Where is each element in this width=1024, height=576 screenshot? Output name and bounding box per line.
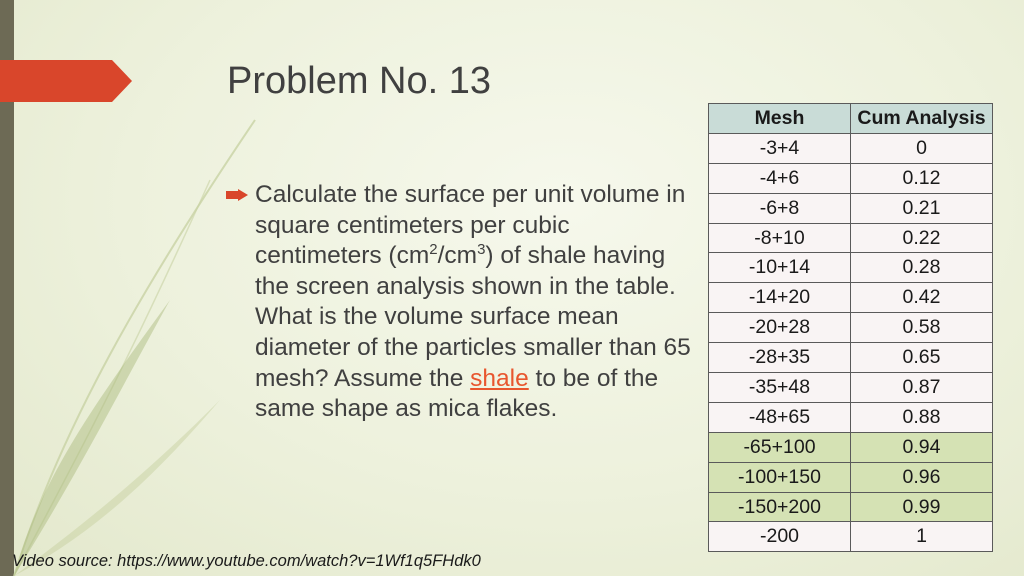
video-source-caption: Video source: https://www.youtube.com/watch?v=1Wf1q5FHdk0	[12, 552, 481, 570]
cum-cell: 0.88	[851, 402, 993, 432]
table-row-highlighted	[709, 492, 993, 522]
table-row	[709, 163, 993, 193]
bullet-paragraph	[226, 180, 696, 425]
table-row	[709, 402, 993, 432]
table-header-row	[709, 104, 993, 134]
mesh-cell: -20+28	[709, 313, 851, 343]
cum-cell: 0.96	[851, 462, 993, 492]
cum-cell: 0.94	[851, 432, 993, 462]
shale-link[interactable]: shale	[470, 364, 529, 392]
mesh-cell: -100+150	[709, 462, 851, 492]
table-row	[709, 283, 993, 313]
table-row	[709, 343, 993, 373]
table-row-highlighted	[709, 432, 993, 462]
mesh-cell: -48+65	[709, 402, 851, 432]
cum-cell: 0	[851, 133, 993, 163]
title-accent-flag	[0, 60, 132, 102]
table-row	[709, 133, 993, 163]
table-row	[709, 313, 993, 343]
cum-cell: 0.99	[851, 492, 993, 522]
mesh-cell: -8+10	[709, 223, 851, 253]
mesh-cell: -4+6	[709, 163, 851, 193]
header-mesh: Mesh	[709, 104, 851, 134]
mesh-cell: -14+20	[709, 283, 851, 313]
table-row	[709, 223, 993, 253]
cum-cell: 0.87	[851, 373, 993, 403]
mesh-cell: -65+100	[709, 432, 851, 462]
table-row	[709, 373, 993, 403]
slide-title: Problem No. 13	[227, 60, 492, 102]
table-row	[709, 253, 993, 283]
cum-cell: 0.65	[851, 343, 993, 373]
arrow-bullet-icon	[226, 189, 248, 201]
header-cum-analysis: Cum Analysis	[851, 104, 993, 134]
cum-cell: 0.42	[851, 283, 993, 313]
cum-cell: 0.28	[851, 253, 993, 283]
screen-analysis-table	[708, 103, 993, 552]
mesh-cell: -28+35	[709, 343, 851, 373]
mesh-cell: -200	[709, 522, 851, 552]
cum-cell: 0.21	[851, 193, 993, 223]
cum-cell: 0.12	[851, 163, 993, 193]
cum-cell: 0.58	[851, 313, 993, 343]
table-row	[709, 522, 993, 552]
table-row-highlighted	[709, 462, 993, 492]
problem-text: Calculate the surface per unit volume in square centimeters per cubic centimeters $(cm^2/cm^3)$ of shale having the screen analysis shown in the table. What is the volume surface mean diameter of the particles smaller than 65 mesh? Assume the shale to be of the same shape as mica flakes.	[255, 181, 691, 423]
cum-cell: 0.22	[851, 223, 993, 253]
cum-cell: 1	[851, 522, 993, 552]
mesh-cell: -3+4	[709, 133, 851, 163]
mesh-cell: -6+8	[709, 193, 851, 223]
mesh-cell: -10+14	[709, 253, 851, 283]
mesh-cell: -150+200	[709, 492, 851, 522]
mesh-cell: -35+48	[709, 373, 851, 403]
table-row	[709, 193, 993, 223]
